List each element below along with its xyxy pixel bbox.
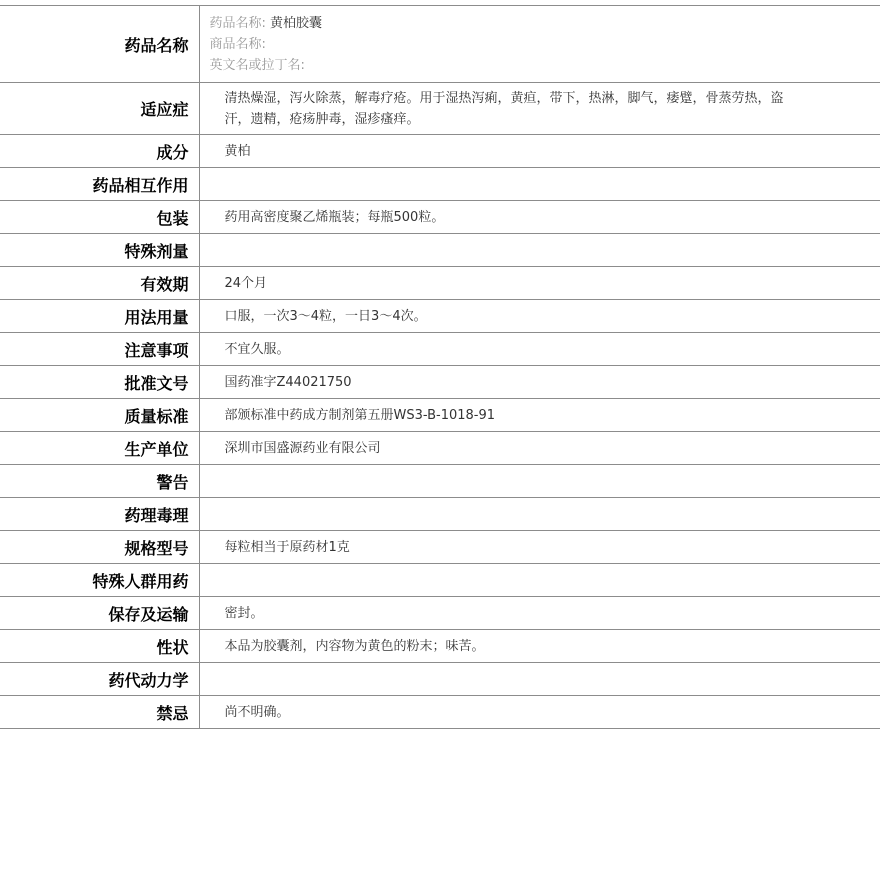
row-label-precautions: 注意事项 [0, 333, 199, 366]
row-value-quality-standard: 部颁标准中药成方制剂第五册WS3-B-1018-91 [199, 399, 880, 432]
row-value-usage: 口服，一次3～4粒，一日3～4次。 [199, 300, 880, 333]
generic-name-line [210, 13, 801, 34]
row-specification [0, 531, 880, 564]
row-shelf-life [0, 267, 880, 300]
generic-name-key: 药品名称: [209, 15, 266, 31]
row-label-quality-standard: 质量标准 [0, 399, 199, 432]
row-value-warning [199, 465, 880, 498]
row-value-approval-number: 国药准字Z44021750 [199, 366, 880, 399]
row-value-pharmacology [199, 498, 880, 531]
row-value-indication: 清热燥湿，泻火除蒸，解毒疗疮。用于湿热泻痢，黄疸，带下，热淋，脚气，痿躄，骨蒸劳热，盗汗，遗精，疮疡肿毒，湿疹瘙痒。 [199, 83, 880, 135]
row-value-pharmacokinetics [199, 663, 880, 696]
row-value-packaging: 药用高密度聚乙烯瓶装；每瓶500粒。 [199, 201, 880, 234]
row-contraindications [0, 696, 880, 729]
row-label-drug-name: 药品名称 [0, 6, 199, 83]
row-label-specification: 规格型号 [0, 531, 199, 564]
row-quality-standard [0, 399, 880, 432]
row-appearance [0, 630, 880, 663]
generic-name-value: 黄柏胶囊 [270, 15, 323, 31]
row-label-warning: 警告 [0, 465, 199, 498]
row-label-packaging: 包装 [0, 201, 199, 234]
row-pharmacology [0, 498, 880, 531]
row-manufacturer [0, 432, 880, 465]
row-storage [0, 597, 880, 630]
row-label-usage: 用法用量 [0, 300, 199, 333]
row-label-pharmacology: 药理毒理 [0, 498, 199, 531]
row-value-precautions: 不宜久服。 [199, 333, 880, 366]
row-label-interactions: 药品相互作用 [0, 168, 199, 201]
row-value-contraindications: 尚不明确。 [199, 696, 880, 729]
row-label-appearance: 性状 [0, 630, 199, 663]
row-ingredients [0, 135, 880, 168]
row-special-populations [0, 564, 880, 597]
row-label-special-populations: 特殊人群用药 [0, 564, 199, 597]
row-packaging [0, 201, 880, 234]
row-warning [0, 465, 880, 498]
row-label-storage: 保存及运输 [0, 597, 199, 630]
row-value-shelf-life: 24个月 [199, 267, 880, 300]
row-usage [0, 300, 880, 333]
row-label-manufacturer: 生产单位 [0, 432, 199, 465]
trade-name-line [210, 34, 801, 55]
row-label-pharmacokinetics: 药代动力学 [0, 663, 199, 696]
row-interactions [0, 168, 880, 201]
row-label-indication: 适应症 [0, 83, 199, 135]
english-name-key: 英文名或拉丁名: [209, 57, 305, 73]
row-label-contraindications: 禁忌 [0, 696, 199, 729]
row-value-appearance: 本品为胶囊剂，内容物为黄色的粉末；味苦。 [199, 630, 880, 663]
row-value-special-populations [199, 564, 880, 597]
row-value-specification: 每粒相当于原药材1克 [199, 531, 880, 564]
row-label-shelf-life: 有效期 [0, 267, 199, 300]
row-value-special-dosage [199, 234, 880, 267]
row-pharmacokinetics [0, 663, 880, 696]
row-value-interactions [199, 168, 880, 201]
row-approval-number [0, 366, 880, 399]
row-label-special-dosage: 特殊剂量 [0, 234, 199, 267]
row-value-storage: 密封。 [199, 597, 880, 630]
row-value-manufacturer: 深圳市国盛源药业有限公司 [199, 432, 880, 465]
row-drug-name [0, 6, 880, 83]
row-precautions [0, 333, 880, 366]
row-label-ingredients: 成分 [0, 135, 199, 168]
row-value-ingredients: 黄柏 [199, 135, 880, 168]
row-indication [0, 83, 880, 135]
trade-name-key: 商品名称: [209, 36, 266, 52]
drug-info-table [0, 5, 880, 729]
row-value-drug-name [199, 6, 880, 83]
row-label-approval-number: 批准文号 [0, 366, 199, 399]
english-name-line [210, 55, 801, 76]
row-special-dosage [0, 234, 880, 267]
